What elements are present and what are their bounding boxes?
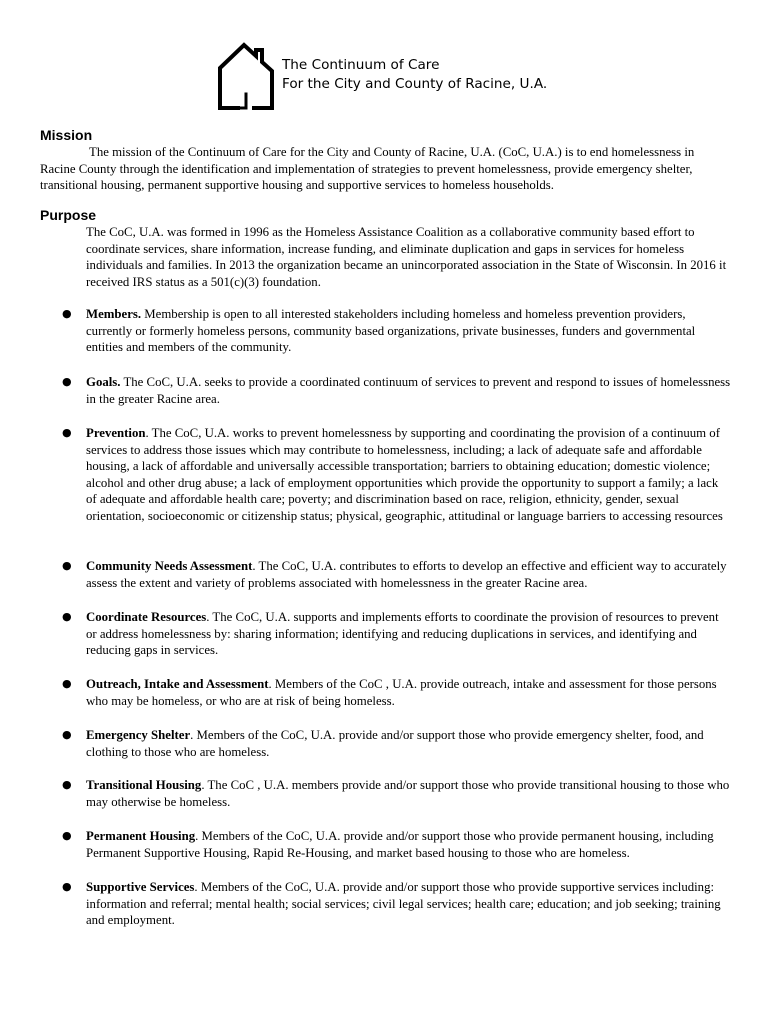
bullet-icon: ●	[62, 426, 72, 439]
bullet-emergency-shelter	[62, 727, 732, 760]
bullet-term: Emergency Shelter	[86, 728, 191, 742]
bullet-term: Transitional Housing	[86, 778, 202, 792]
bullet-term: Community Needs Assessment	[86, 559, 253, 573]
bullet-outreach-intake-assessment	[62, 676, 732, 709]
purpose-heading: Purpose	[40, 207, 97, 223]
bullet-text: . Members of the CoC, U.A. provide and/or support those who provide supportive services including: information and referral; mental health; social services; civil legal services; health care; education; and job seeking; training and employment.	[86, 880, 721, 928]
bullet-icon: ●	[62, 728, 72, 741]
mission-text: The mission of the Continuum of Care for the City and County of Racine, U.A. (CoC, U.A.) is to end homelessness in Racine County through the identification and implementation of strategies to prevent homelessness, provide emergency shelter, transitional housing, permanent supportive housing and supportive services to homeless households.	[40, 145, 695, 193]
bullet-icon: ●	[62, 375, 72, 388]
bullet-text: Membership is open to all interested stakeholders including homeless and homeless prevention providers, currently or formerly homeless persons, community based organizations, private businesses, funders and governmental entities and members of the community.	[86, 307, 696, 355]
bullet-term: Outreach, Intake and Assessment	[86, 677, 269, 691]
bullet-transitional-housing	[62, 777, 732, 810]
bullet-text: . Members of the CoC , U.A. provide outreach, intake and assessment for those persons who may be homeless, or who are at risk of being homeless.	[86, 677, 717, 708]
bullet-supportive-services	[62, 879, 732, 929]
bullet-text: . Members of the CoC, U.A. provide and/or support those who provide emergency shelter, food, and clothing to those who are homeless.	[86, 728, 704, 759]
bullet-term: Prevention	[86, 426, 146, 440]
bullet-icon: ●	[62, 559, 72, 572]
bullet-icon: ●	[62, 778, 72, 791]
bullet-goals	[62, 374, 732, 407]
bullet-term: Coordinate Resources	[86, 610, 207, 624]
bullet-prevention	[62, 425, 732, 525]
bullet-text: The CoC, U.A. seeks to provide a coordinated continuum of services to prevent and respond to issues of homelessness in the greater Racine area.	[86, 375, 731, 406]
bullet-term: Permanent Housing	[86, 829, 196, 843]
bullet-members	[62, 306, 732, 356]
mission-heading: Mission	[40, 127, 93, 143]
bullet-term: Supportive Services	[86, 880, 195, 894]
bullet-icon: ●	[62, 610, 72, 623]
bullet-icon: ●	[62, 829, 72, 842]
bullet-term: Members.	[86, 307, 142, 321]
bullet-icon: ●	[62, 307, 72, 320]
purpose-text: The CoC, U.A. was formed in 1996 as the Homeless Assistance Coalition as a collaborative community based effort to coordinate services, share information, increase funding, and eliminate duplication and gaps in services for homeless individuals and families. In 2013 the organization became an unincorporated association in the State of Wisconsin. In 2016 it received IRS status as a 501(c)(3) foundation.	[86, 225, 727, 289]
bullet-coordinate-resources	[62, 609, 732, 659]
bullet-text: . The CoC, U.A. works to prevent homelessness by supporting and coordinating the provision of a continuum of services to address those issues which may contribute to homelessness, including; a lack of adequate safe and affordable housing, a lack of affordable and universally accessible transportation; barriers to obtaining education; domestic violence; alcohol and other drug abuse; a lack of employment opportunities which provide the opportunity to support a family; a lack of adequate and affordable health care; poverty; and discrimination based on race, religion, ethnicity, gender, sexual orientation, socioeconomic or citizenship status; physical, geographic, attitudinal or language barriers to accessing resources	[86, 426, 723, 523]
org-title-line-1: The Continuum of Care	[282, 57, 440, 73]
bullet-permanent-housing	[62, 828, 732, 861]
bullet-text: . The CoC, U.A. supports and implements efforts to coordinate the provision of resources to prevent or address homelessness by: sharing information; identifying and reducing duplications in services, and identifying and reducing gaps in services.	[86, 610, 719, 658]
bullet-community-needs-assessment	[62, 558, 732, 591]
bullet-text: . The CoC, U.A. contributes to efforts to develop an effective and efficient way to accurately assess the extent and variety of problems associated with homelessness in the greater Racine area.	[86, 559, 727, 590]
bullet-term: Goals.	[86, 375, 121, 389]
bullet-text: . Members of the CoC, U.A. provide and/or support those who provide permanent housing, including Permanent Supportive Housing, Rapid Re-Housing, and market based housing to those who are homeless.	[86, 829, 714, 860]
bullet-icon: ●	[62, 880, 72, 893]
bullet-icon: ●	[62, 677, 72, 690]
bullet-text: . The CoC , U.A. members provide and/or support those who provide transitional housing to those who may otherwise be homeless.	[86, 778, 730, 809]
org-title-line-2: For the City and County of Racine, U.A.	[282, 76, 548, 92]
